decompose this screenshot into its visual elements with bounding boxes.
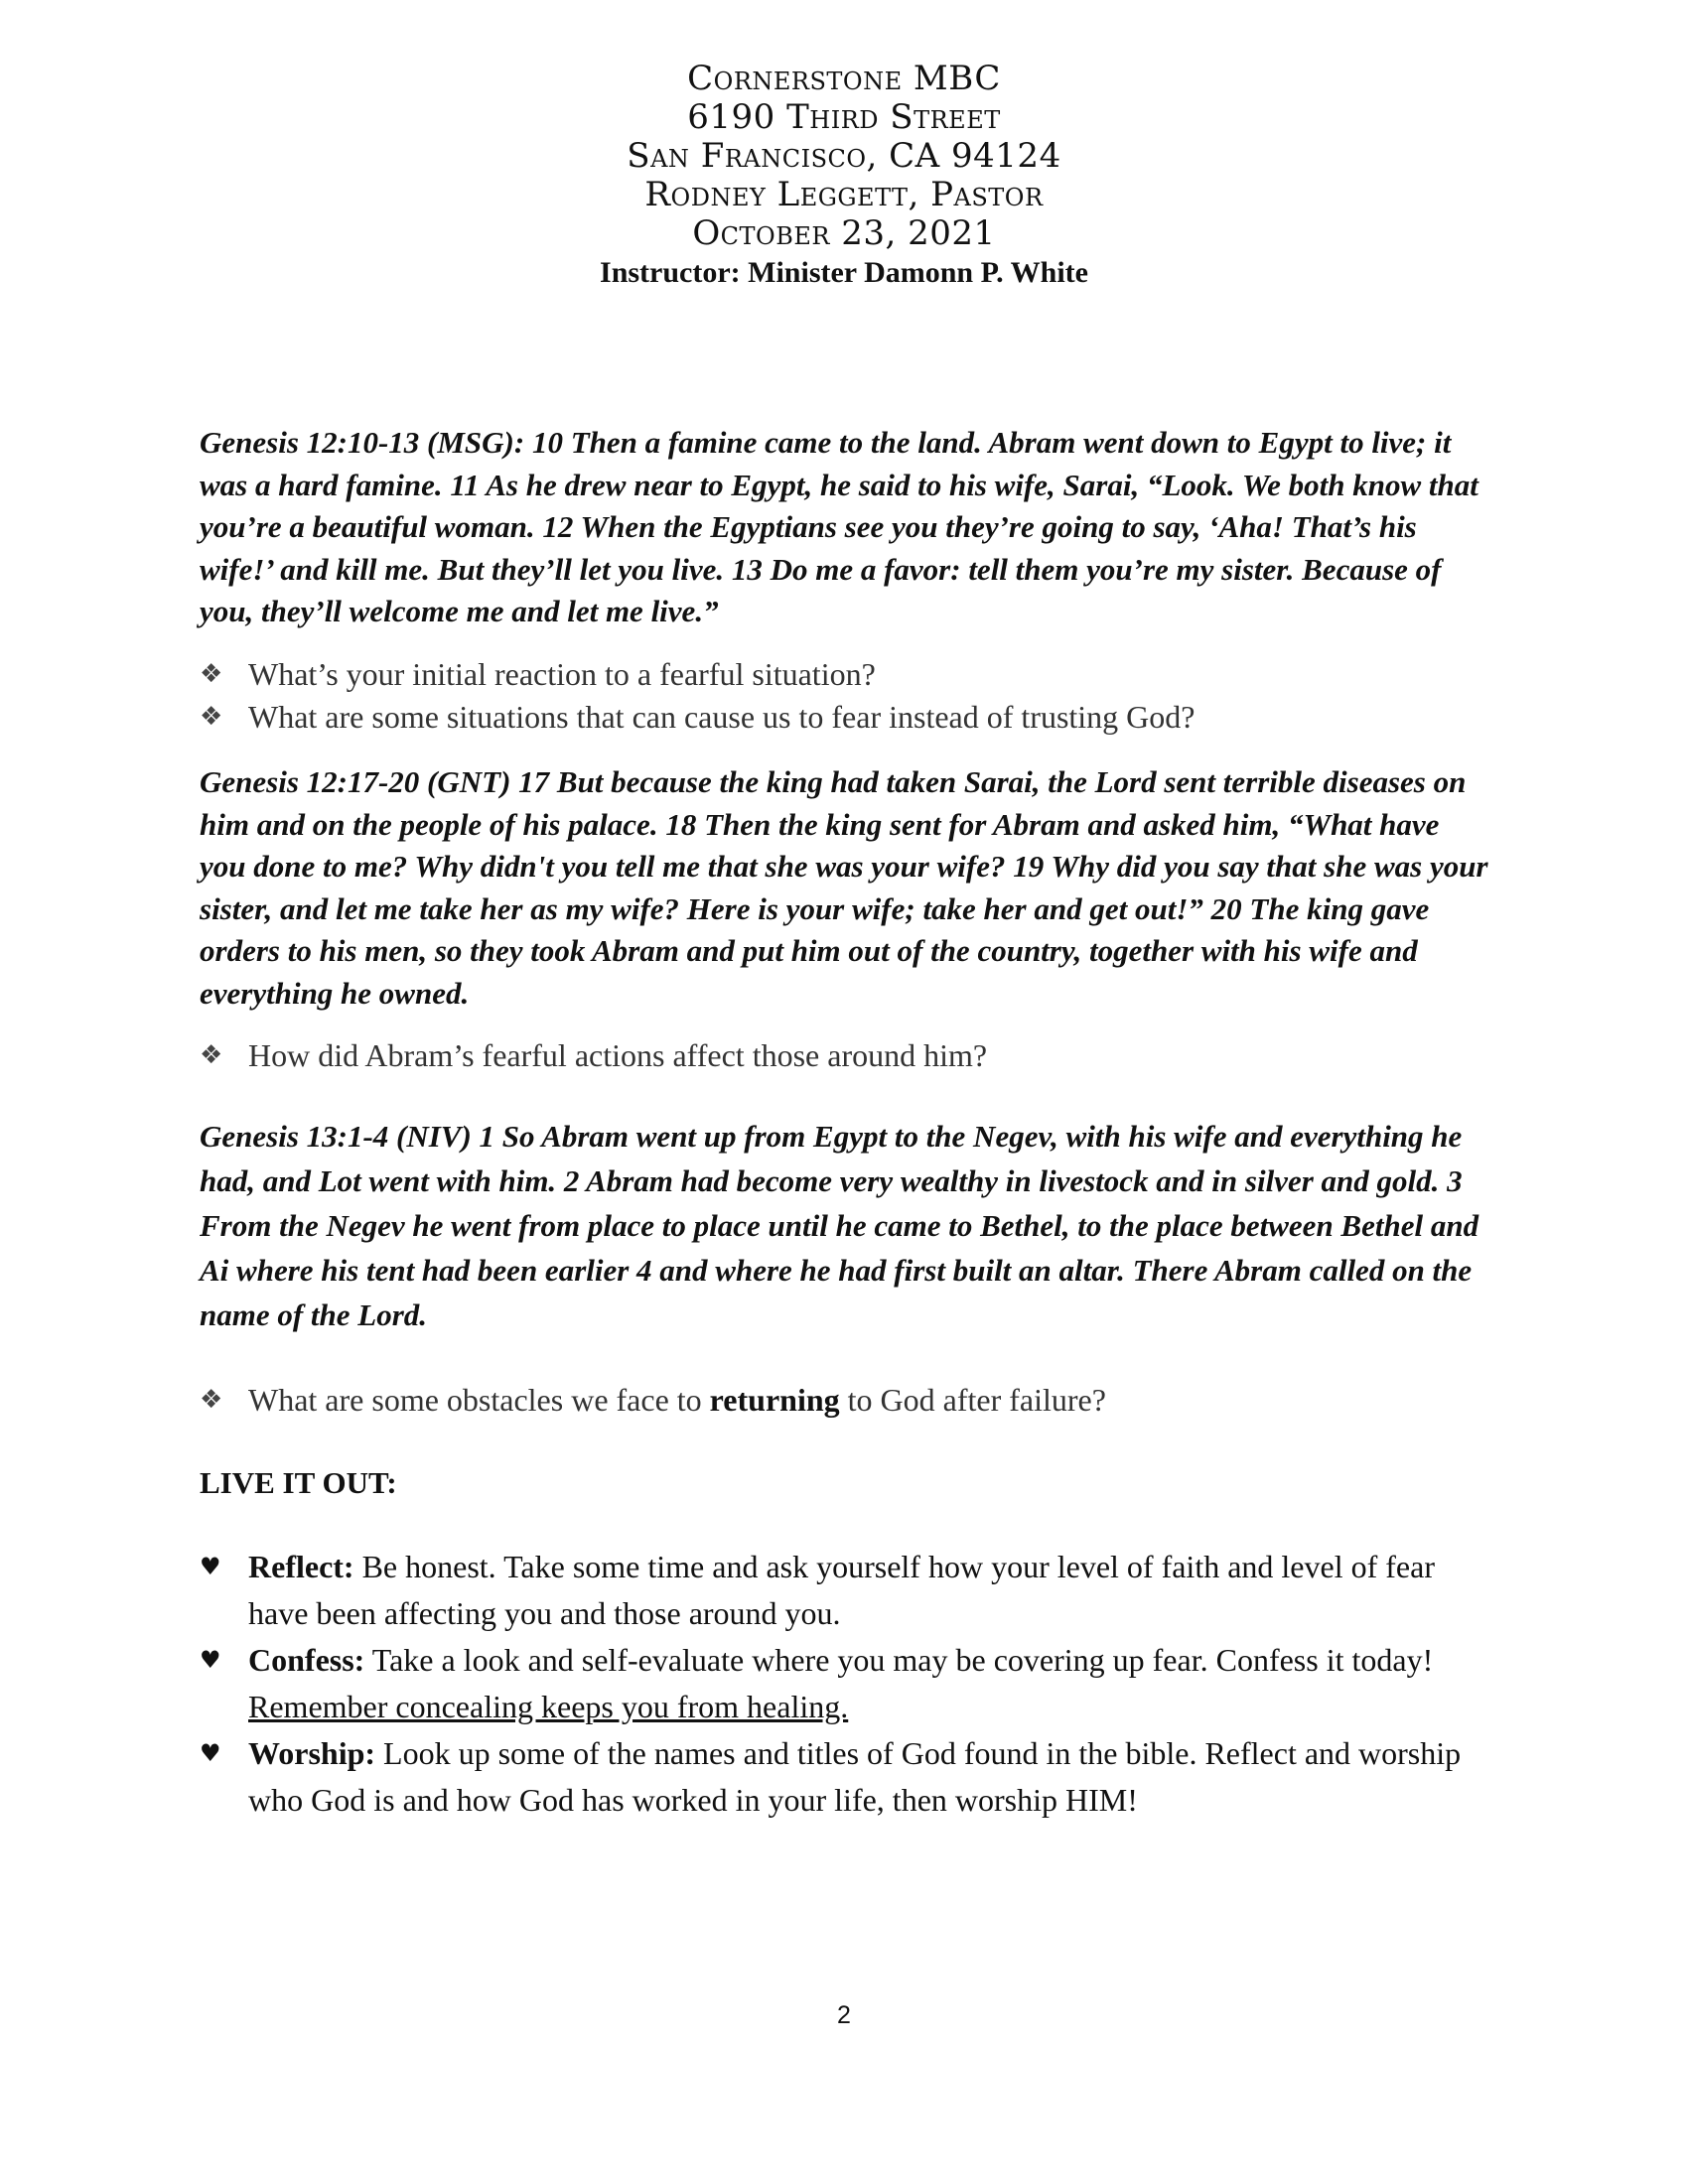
discussion-question	[200, 1379, 1490, 1422]
live-item-confess	[200, 1637, 1490, 1729]
church-street: 6190 Third Street	[687, 97, 1001, 137]
scripture-passage: Genesis 12:10-13 (MSG): 10 Then a famine came to the land. Abram went down to Egypt to live; it was a hard famine. 11 As he drew near to Egypt, he said to his wife, Sarai, “Look. We both know that you’re a beautiful woman. 12 When the Egyptians see you they’re going to say, ‘Aha! That’s his wife!’ and kill me. But they’ll let you live. 13 Do me a favor: tell them you’re my sister. Because of you, they’ll welcome me and let me live.”	[200, 425, 1478, 628]
church-pastor: Rodney Leggett, Pastor	[644, 175, 1044, 214]
discussion-question	[200, 1034, 1490, 1077]
item-text: Take a look and self-evaluate where you may be covering up fear. Confess it today!	[364, 1642, 1434, 1678]
discussion-question	[200, 696, 1490, 739]
diamond-bullet-icon: ❖	[200, 659, 223, 689]
church-city: San Francisco, CA 94124	[627, 136, 1061, 176]
item-term: Reflect:	[248, 1549, 354, 1584]
item-term: Confess:	[248, 1642, 365, 1678]
question-list-2	[200, 1034, 1490, 1077]
item-text: Be honest. Take some time and ask yourself how your level of faith and level of fear have been affecting you and those around you.	[248, 1549, 1435, 1631]
live-item-reflect	[200, 1544, 1490, 1636]
passage-block-3	[200, 1114, 1490, 1337]
scripture-passage: Genesis 12:17-20 (GNT) 17 But because the king had taken Sarai, the Lord sent terrible diseases on him and on the people of his palace. 18 Then the king sent for Abram and asked him, “What have you done to me? Why didn't you tell me that she was your wife? 19 Why did you say that she was your sister, and let me take her as my wife? Here is your wife; take her and get out!” 20 The king gave orders to his men, so they took Abram and put him out of the country, together with his wife and everything he owned.	[200, 764, 1488, 1011]
live-it-out-list	[200, 1544, 1490, 1824]
emphasis-returning: returning	[709, 1382, 840, 1418]
question-text: What are some obstacles we face to returning to God after failure?	[248, 1382, 1106, 1418]
live-it-out-heading: LIVE IT OUT:	[200, 1465, 397, 1500]
instructor-line: Instructor: Minister Damonn P. White	[600, 256, 1088, 289]
item-term: Worship:	[248, 1735, 376, 1771]
heart-bullet-icon: ♥	[200, 1739, 221, 1767]
discussion-question	[200, 653, 1490, 696]
passage-block-1	[200, 422, 1490, 633]
church-name: Cornerstone MBC	[687, 59, 1001, 98]
heart-bullet-icon: ♥	[200, 1646, 221, 1674]
question-list-1	[200, 653, 1490, 739]
question-text: What’s your initial reaction to a fearful situation?	[248, 656, 876, 692]
question-list-3	[200, 1379, 1490, 1422]
question-text: How did Abram’s fearful actions affect those around him?	[248, 1037, 988, 1073]
diamond-bullet-icon: ❖	[200, 702, 223, 732]
underlined-note: Remember concealing keeps you from healing.	[248, 1688, 849, 1724]
church-header	[0, 60, 1688, 292]
lesson-date: October 23, 2021	[692, 213, 996, 253]
scripture-passage: Genesis 13:1-4 (NIV) 1 So Abram went up from Egypt to the Negev, with his wife and everything he had, and Lot went with him. 2 Abram had become very wealthy in livestock and in silver and gold. 3 From the Negev he went from place to place until he came to Bethel, to the place between Bethel and Ai where his tent had been earlier 4 and where he had first built an altar. There Abram called on the name of the Lord.	[200, 1119, 1479, 1332]
live-it-out-section	[200, 1463, 1490, 1503]
diamond-bullet-icon: ❖	[200, 1040, 223, 1070]
page-number: 2	[837, 2001, 851, 2029]
heart-bullet-icon: ♥	[200, 1553, 221, 1580]
passage-block-2	[200, 761, 1490, 1015]
diamond-bullet-icon: ❖	[200, 1385, 223, 1415]
item-text: Look up some of the names and titles of God found in the bible. Reflect and worship who God is and how God has worked in your life, then worship HIM!	[248, 1735, 1462, 1818]
question-text: What are some situations that can cause us to fear instead of trusting God?	[248, 699, 1196, 735]
live-item-worship	[200, 1730, 1490, 1823]
